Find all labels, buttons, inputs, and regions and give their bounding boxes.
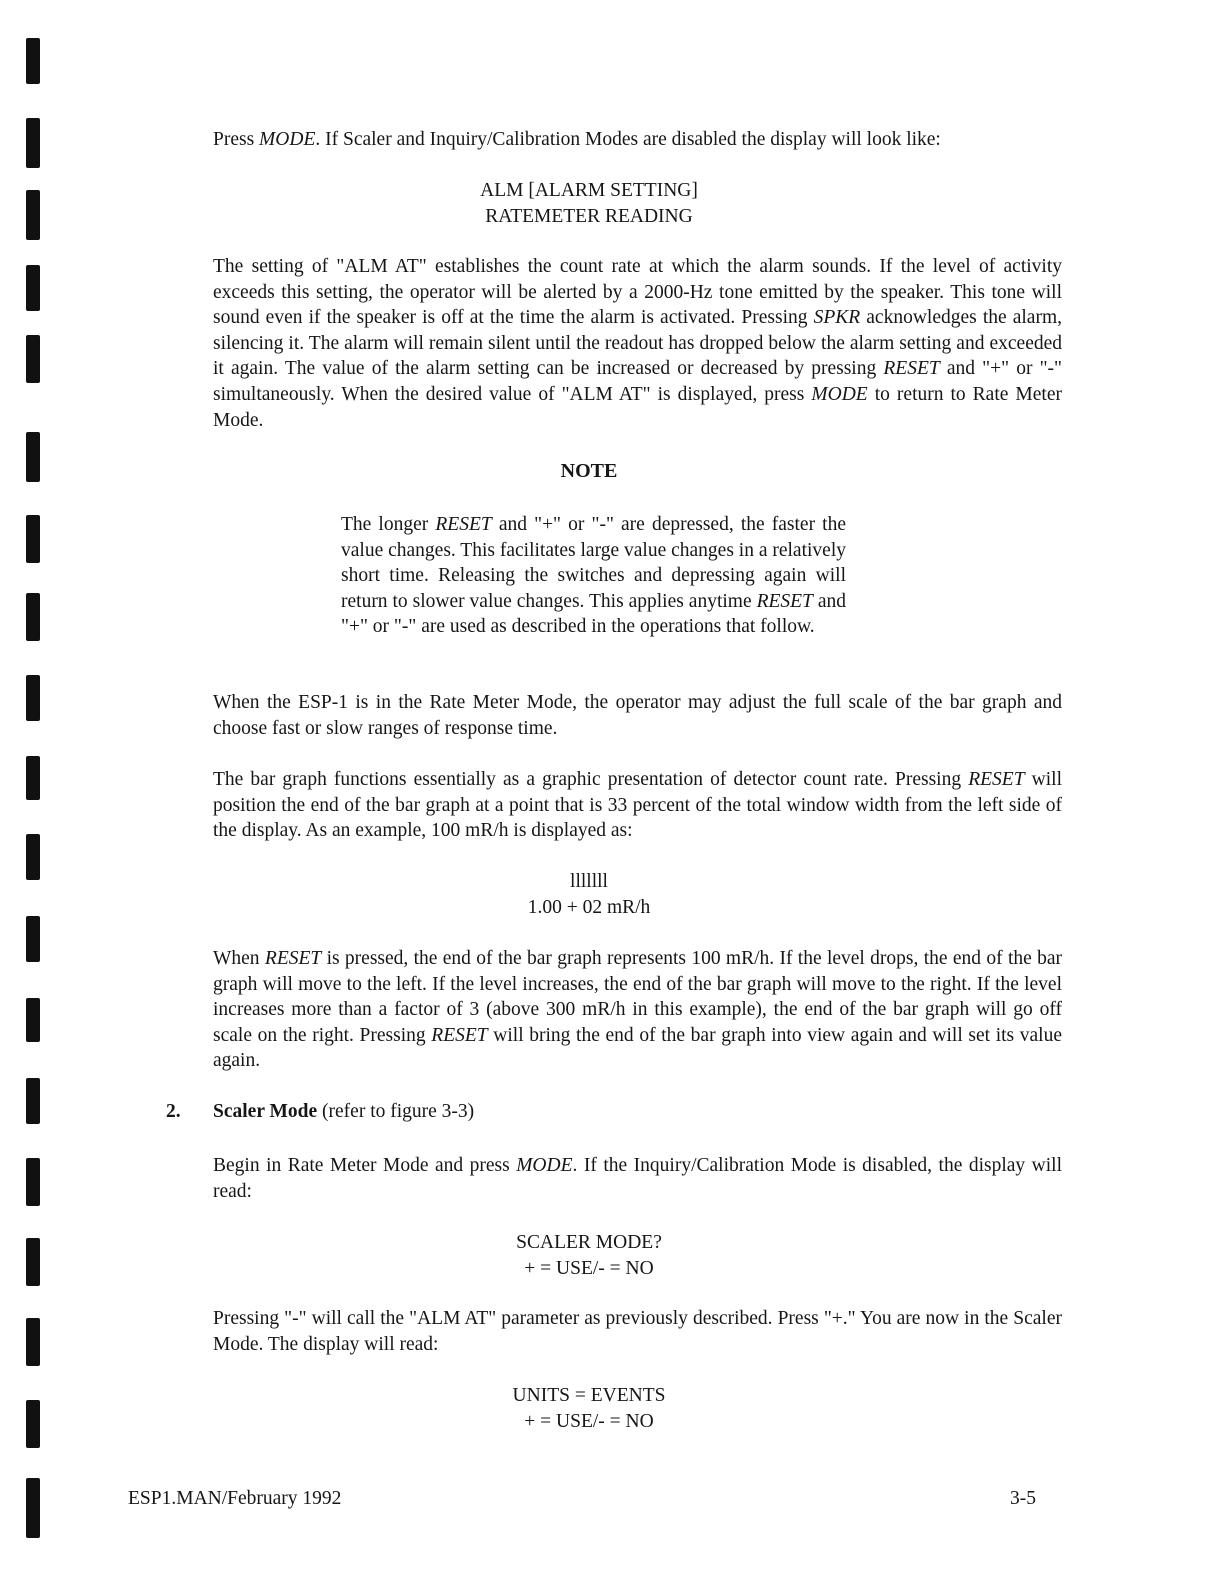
alarm-setting-paragraph: The setting of "ALM AT" establishes the count rate at which the alarm sounds. If the level of activity exceeds this setting, the operator will be alerted by a 2000-Hz tone emitted by the speaker. This tone will sound even if the speaker is off at the time the alarm is activated. Pressing SPKR acknowledges the alarm, silencing it. The alarm will remain silent until the readout has dropped below the alarm setting and exceeded it again. The value of the alarm setting can be increased or decreased by pressing RESET and "+" or "-" simultaneously. When the desired value of "ALM AT" is displayed, press MODE to return to Rate Meter Mode. (213, 256, 1063, 431)
binding-mark (26, 1478, 40, 1538)
mode-key: MODE (516, 1155, 573, 1176)
display-line: ALM [ALARM SETTING] (480, 180, 698, 201)
binding-mark (26, 834, 40, 880)
binding-mark (26, 265, 40, 311)
pressing-paragraph: Pressing "-" will call the "ALM AT" parameter as previously described. Press "+." You are now in the Scaler Mode. The display will read: (213, 1308, 1062, 1355)
reset-key: RESET (264, 948, 322, 969)
display-example-units (213, 1383, 965, 1434)
binding-mark (26, 1158, 40, 1206)
binding-mark (26, 1318, 40, 1366)
mode-key: MODE (811, 383, 868, 405)
display-reading: 1.00 + 02 mR/h (527, 896, 651, 918)
display-line: + = USE/- = NO (524, 1257, 654, 1279)
binding-mark (26, 916, 40, 962)
spkr-key: SPKR (813, 307, 861, 329)
footer-page-number: 3-5 (1010, 1488, 1036, 1509)
display-example-scaler (213, 1230, 965, 1281)
binding-mark (26, 756, 40, 800)
reset-paragraph: When RESET is pressed, the end of the bar graph represents 100 mR/h. If the level drops, the end of the bar graph will move to the left. If the level increases, the end of the bar graph will move to the right. If the level increases more than a factor of 3 (above 300 mR/h in this example), the end of the bar graph will go off scale on the right. Pressing RESET will bring the end of the bar graph into view again and will set its value again. (213, 948, 1063, 1072)
reset-key: RESET (435, 514, 492, 535)
binding-mark (26, 335, 40, 383)
reset-key: RESET (883, 358, 940, 380)
binding-mark (26, 515, 40, 563)
mode-key: MODE (259, 129, 316, 150)
note-body: The longer RESET and "+" or "-" are depressed, the faster the value changes. This facilitates large value changes in a relatively short time. Releasing the switches and depressing again will return to slower value changes. This applies anytime RESET and "+" or "-" are used as described in the operations that follow. (341, 514, 847, 638)
bargraph-paragraph: The bar graph functions essentially as a graphic presentation of detector count rate. Pressing RESET will position the end of the bar graph at a point that is 33 percent of the total window width from the left side of the display. As an example, 100 mR/h is displayed as: (213, 769, 1063, 842)
reset-key: RESET (431, 1024, 488, 1046)
section-number: 2. (166, 1101, 181, 1122)
binding-mark (26, 1238, 40, 1286)
binding-mark (26, 190, 40, 240)
section-title: Scaler Mode (refer to figure 3-3) (213, 1101, 475, 1122)
binding-mark (26, 593, 40, 641)
ratemeter-paragraph: When the ESP-1 is in the Rate Meter Mode, the operator may adjust the full scale of the bar graph and choose fast or slow ranges of response time. (213, 692, 1062, 739)
bar-graph-display: lllllll (570, 871, 608, 892)
display-example-bargraph (213, 869, 965, 920)
reset-key: RESET (756, 590, 813, 612)
binding-mark (26, 118, 40, 168)
note-heading: NOTE (560, 460, 618, 482)
display-example-alarm (213, 178, 965, 229)
binding-mark (26, 1078, 40, 1124)
scaler-paragraph: Begin in Rate Meter Mode and press MODE. If the Inquiry/Calibration Mode is disabled, the display will read: (213, 1155, 1062, 1202)
display-line: UNITS = EVENTS (512, 1385, 666, 1406)
intro-paragraph: Press MODE. If Scaler and Inquiry/Calibration Modes are disabled the display will look like: (213, 129, 941, 150)
binding-mark (26, 675, 40, 721)
footer-document-id: ESP1.MAN/February 1992 (128, 1488, 342, 1509)
display-line: SCALER MODE? (516, 1232, 662, 1253)
reset-key: RESET (968, 769, 1025, 790)
binding-mark (26, 432, 40, 482)
display-line: + = USE/- = NO (524, 1410, 654, 1432)
binding-mark (26, 998, 40, 1042)
display-line: RATEMETER READING (485, 205, 693, 227)
binding-mark (26, 38, 40, 84)
binding-mark (26, 1400, 40, 1448)
